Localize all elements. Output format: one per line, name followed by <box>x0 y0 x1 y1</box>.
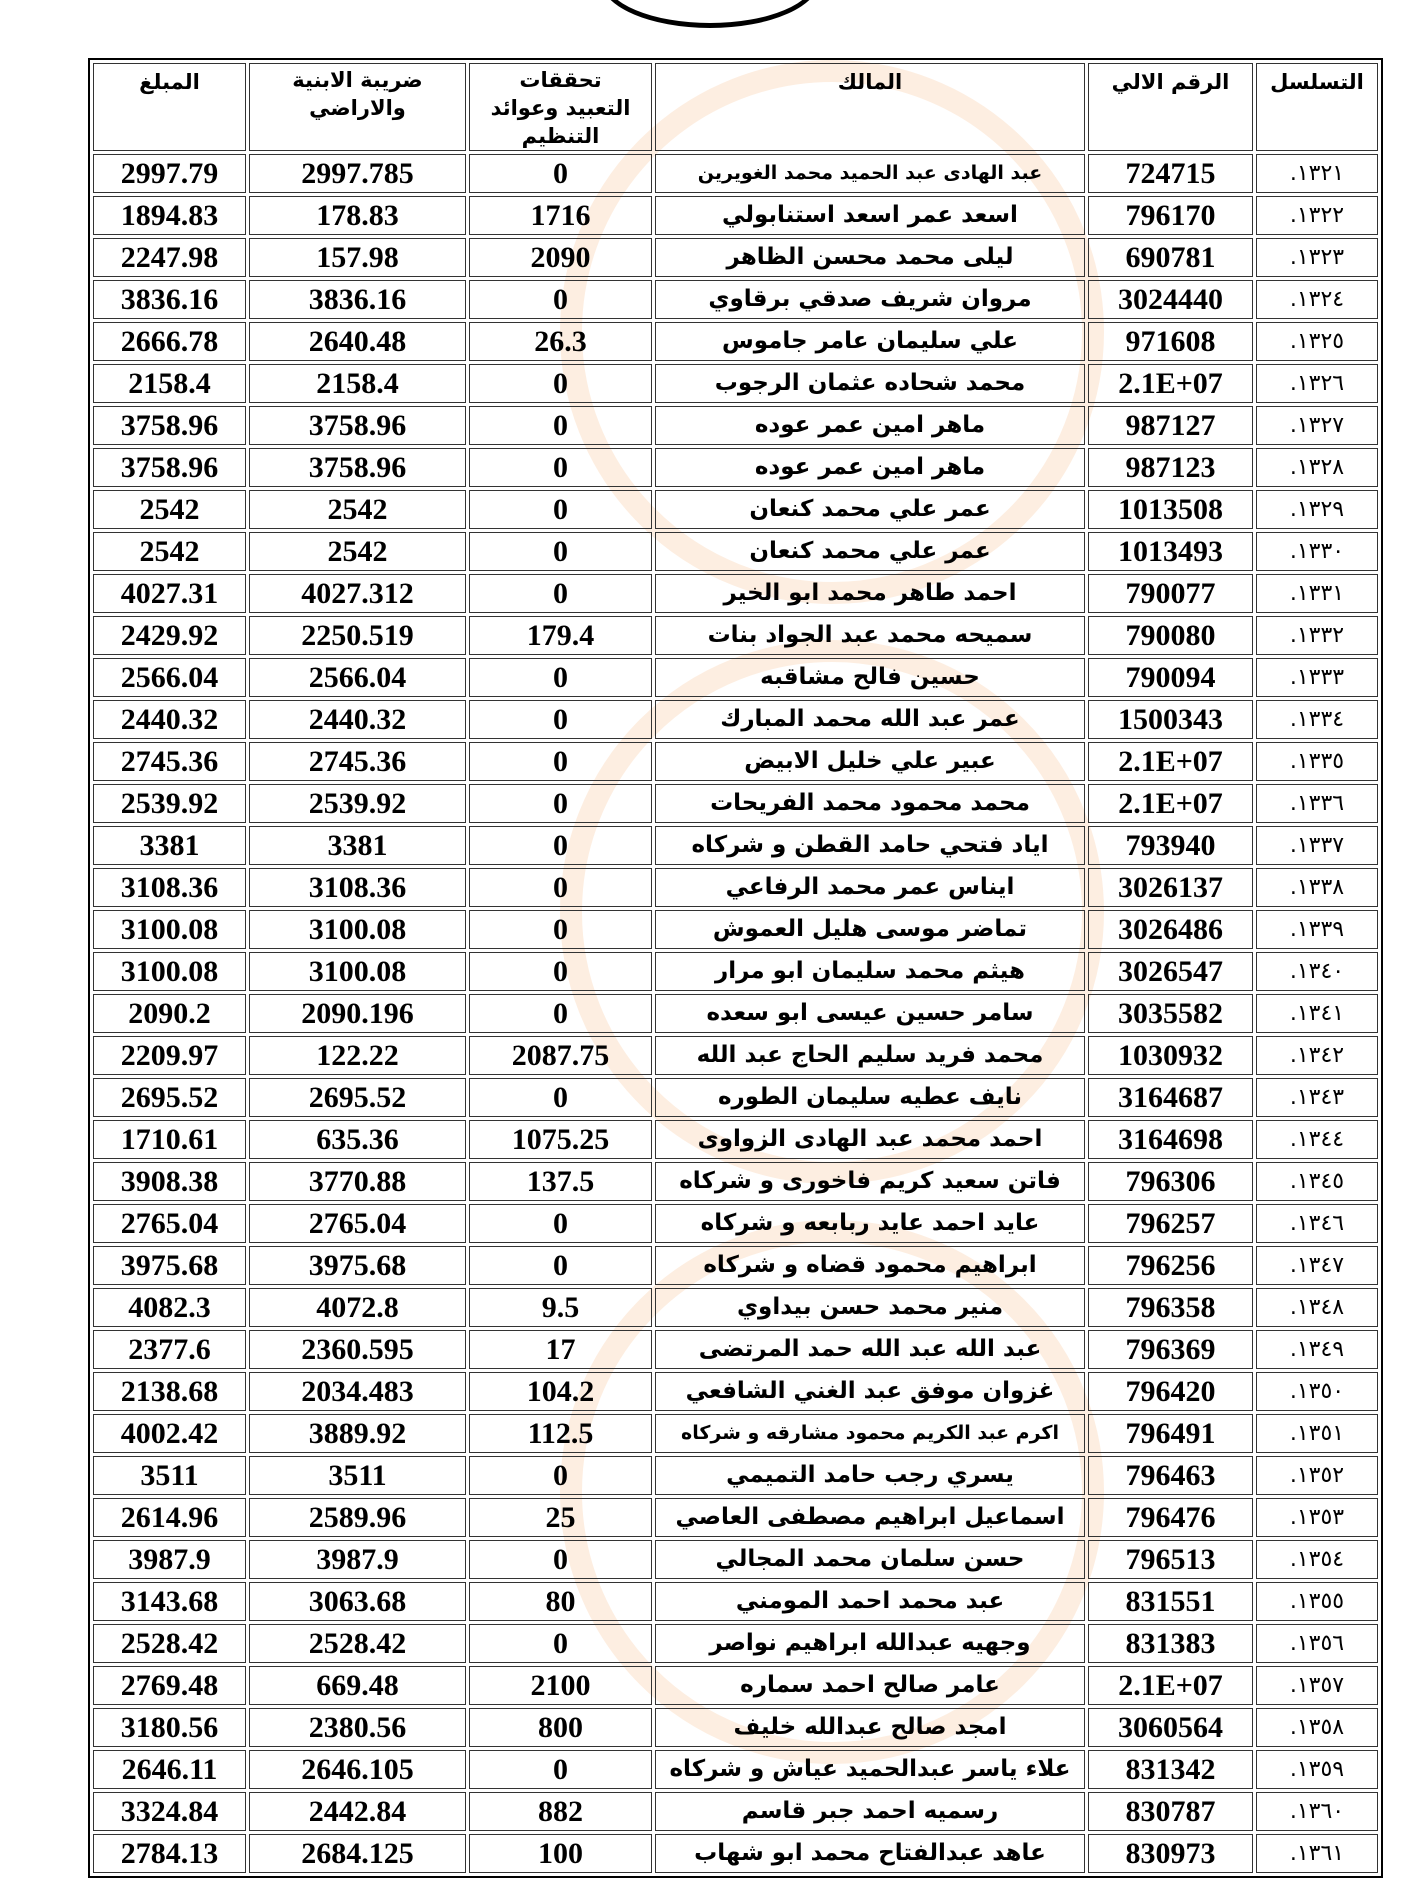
table-row <box>93 406 1378 445</box>
cell-number: 1500343 <box>1088 700 1253 739</box>
cell-number: 796257 <box>1088 1204 1253 1243</box>
cell-serial: .١٣٥٦ <box>1256 1624 1378 1663</box>
cell-serial: .١٣٣٢ <box>1256 616 1378 655</box>
cell-number: 971608 <box>1088 322 1253 361</box>
cell-number: 790094 <box>1088 658 1253 697</box>
cell-amount: 2542 <box>93 490 246 529</box>
cell-fees: 9.5 <box>469 1288 652 1327</box>
cell-fees: 1716 <box>469 196 652 235</box>
cell-fees: 26.3 <box>469 322 652 361</box>
cell-tax: 2442.84 <box>249 1792 466 1831</box>
cell-number: 3035582 <box>1088 994 1253 1033</box>
table-row <box>93 1666 1378 1705</box>
cell-number: 1013508 <box>1088 490 1253 529</box>
cell-fees: 0 <box>469 364 652 403</box>
cell-tax: 3511 <box>249 1456 466 1495</box>
cell-owner: عبير علي خليل الابيض <box>655 742 1085 781</box>
cell-fees: 0 <box>469 1540 652 1579</box>
table-row <box>93 742 1378 781</box>
cell-fees: 0 <box>469 1078 652 1117</box>
cell-owner: اياد فتحي حامد القطن و شركاه <box>655 826 1085 865</box>
cell-tax: 2640.48 <box>249 322 466 361</box>
cell-fees: 800 <box>469 1708 652 1747</box>
cell-serial: .١٣٦٠ <box>1256 1792 1378 1831</box>
cell-tax: 3758.96 <box>249 448 466 487</box>
cell-number: 796358 <box>1088 1288 1253 1327</box>
cell-serial: .١٣٤١ <box>1256 994 1378 1033</box>
cell-amount: 4002.42 <box>93 1414 246 1453</box>
cell-owner: اكرم عبد الكريم محمود مشارقه و شركاه <box>655 1414 1085 1453</box>
cell-tax: 2695.52 <box>249 1078 466 1117</box>
cell-owner: مروان شريف صدقي برقاوي <box>655 280 1085 319</box>
cell-serial: .١٣٥٠ <box>1256 1372 1378 1411</box>
table-row <box>93 154 1378 193</box>
cell-serial: .١٣٤٢ <box>1256 1036 1378 1075</box>
cell-amount: 2138.68 <box>93 1372 246 1411</box>
cell-fees: 179.4 <box>469 616 652 655</box>
cell-amount: 2695.52 <box>93 1078 246 1117</box>
table-row <box>93 826 1378 865</box>
table-row <box>93 1330 1378 1369</box>
table-row <box>93 1120 1378 1159</box>
cell-owner: ماهر امين عمر عوده <box>655 448 1085 487</box>
table-row <box>93 994 1378 1033</box>
cell-serial: .١٣٤٤ <box>1256 1120 1378 1159</box>
table-row <box>93 700 1378 739</box>
cell-amount: 3143.68 <box>93 1582 246 1621</box>
table-row <box>93 658 1378 697</box>
cell-number: 830973 <box>1088 1834 1253 1873</box>
table-row <box>93 1078 1378 1117</box>
cell-serial: .١٣٥٤ <box>1256 1540 1378 1579</box>
cell-amount: 2247.98 <box>93 238 246 277</box>
cell-fees: 0 <box>469 784 652 823</box>
cell-tax: 2997.785 <box>249 154 466 193</box>
cell-serial: .١٣٢١ <box>1256 154 1378 193</box>
cell-fees: 0 <box>469 910 652 949</box>
cell-tax: 2542 <box>249 532 466 571</box>
cell-amount: 3100.08 <box>93 910 246 949</box>
cell-fees: 0 <box>469 700 652 739</box>
cell-tax: 2158.4 <box>249 364 466 403</box>
cell-fees: 137.5 <box>469 1162 652 1201</box>
cell-amount: 2566.04 <box>93 658 246 697</box>
table-row <box>93 1204 1378 1243</box>
cell-number: 793940 <box>1088 826 1253 865</box>
cell-owner: غزوان موفق عبد الغني الشافعي <box>655 1372 1085 1411</box>
cell-tax: 2745.36 <box>249 742 466 781</box>
cell-number: 796170 <box>1088 196 1253 235</box>
cell-serial: .١٣٢٧ <box>1256 406 1378 445</box>
cell-fees: 0 <box>469 742 652 781</box>
cell-fees: 17 <box>469 1330 652 1369</box>
table-row <box>93 1036 1378 1075</box>
cell-amount: 2745.36 <box>93 742 246 781</box>
cell-owner: نايف عطيه سليمان الطوره <box>655 1078 1085 1117</box>
cell-serial: .١٣٣٣ <box>1256 658 1378 697</box>
cell-owner: علي سليمان عامر جاموس <box>655 322 1085 361</box>
cell-owner: محمد فريد سليم الحاج عبد الله <box>655 1036 1085 1075</box>
cell-serial: .١٣٢٥ <box>1256 322 1378 361</box>
cell-tax: 3100.08 <box>249 952 466 991</box>
cell-tax: 2646.105 <box>249 1750 466 1789</box>
cell-number: 3164698 <box>1088 1120 1253 1159</box>
cell-number: 831551 <box>1088 1582 1253 1621</box>
cell-tax: 3770.88 <box>249 1162 466 1201</box>
table-row <box>93 910 1378 949</box>
table-body <box>93 154 1378 1873</box>
cell-owner: سامر حسين عيسى ابو سعده <box>655 994 1085 1033</box>
header-tax: ضريبة الابنية والاراضي <box>249 63 466 151</box>
cell-fees: 0 <box>469 952 652 991</box>
header-number: الرقم الالي <box>1088 63 1253 151</box>
cell-amount: 2784.13 <box>93 1834 246 1873</box>
cell-fees: 0 <box>469 154 652 193</box>
cell-owner: عبد الهادى عبد الحميد محمد الغويرين <box>655 154 1085 193</box>
cell-serial: .١٣٢٩ <box>1256 490 1378 529</box>
cell-number: 3060564 <box>1088 1708 1253 1747</box>
cell-owner: ايناس عمر محمد الرفاعي <box>655 868 1085 907</box>
cell-owner: عاهد عبدالفتاح محمد ابو شهاب <box>655 1834 1085 1873</box>
cell-number: 796420 <box>1088 1372 1253 1411</box>
cell-tax: 2360.595 <box>249 1330 466 1369</box>
cell-serial: .١٣٥٩ <box>1256 1750 1378 1789</box>
table-row <box>93 1162 1378 1201</box>
cell-owner: احمد طاهر محمد ابو الخير <box>655 574 1085 613</box>
cell-serial: .١٣٤٠ <box>1256 952 1378 991</box>
cell-serial: .١٣٣٤ <box>1256 700 1378 739</box>
cell-serial: .١٣٣٧ <box>1256 826 1378 865</box>
cell-amount: 2158.4 <box>93 364 246 403</box>
cell-number: 796491 <box>1088 1414 1253 1453</box>
cell-owner: رسميه احمد جبر قاسم <box>655 1792 1085 1831</box>
cell-number: 790080 <box>1088 616 1253 655</box>
cell-number: 690781 <box>1088 238 1253 277</box>
cell-serial: .١٣٣٨ <box>1256 868 1378 907</box>
cell-tax: 2440.32 <box>249 700 466 739</box>
cell-tax: 3987.9 <box>249 1540 466 1579</box>
cell-owner: يسري رجب حامد التميمي <box>655 1456 1085 1495</box>
cell-fees: 2100 <box>469 1666 652 1705</box>
cell-amount: 3836.16 <box>93 280 246 319</box>
cell-serial: .١٣٤٩ <box>1256 1330 1378 1369</box>
cell-number: 1030932 <box>1088 1036 1253 1075</box>
cell-owner: محمد شحاده عثمان الرجوب <box>655 364 1085 403</box>
table-row <box>93 616 1378 655</box>
cell-fees: 882 <box>469 1792 652 1831</box>
cell-tax: 3381 <box>249 826 466 865</box>
cell-tax: 669.48 <box>249 1666 466 1705</box>
cell-number: 796369 <box>1088 1330 1253 1369</box>
table-row <box>93 868 1378 907</box>
cell-tax: 157.98 <box>249 238 466 277</box>
cell-number: 796476 <box>1088 1498 1253 1537</box>
cell-amount: 3511 <box>93 1456 246 1495</box>
cell-tax: 2542 <box>249 490 466 529</box>
cell-number: 3026547 <box>1088 952 1253 991</box>
cell-owner: ليلى محمد محسن الظاهر <box>655 238 1085 277</box>
table-row <box>93 280 1378 319</box>
cell-owner: ماهر امين عمر عوده <box>655 406 1085 445</box>
cell-amount: 2769.48 <box>93 1666 246 1705</box>
cell-amount: 3108.36 <box>93 868 246 907</box>
cell-fees: 0 <box>469 826 652 865</box>
cell-owner: عايد احمد عايد ربابعه و شركاه <box>655 1204 1085 1243</box>
cell-amount: 3975.68 <box>93 1246 246 1285</box>
cell-amount: 2539.92 <box>93 784 246 823</box>
cell-tax: 178.83 <box>249 196 466 235</box>
cell-tax: 3758.96 <box>249 406 466 445</box>
cell-serial: .١٣٤٧ <box>1256 1246 1378 1285</box>
cell-fees: 0 <box>469 1624 652 1663</box>
table-row <box>93 1414 1378 1453</box>
cell-serial: .١٣٥١ <box>1256 1414 1378 1453</box>
cell-number: 796463 <box>1088 1456 1253 1495</box>
cell-serial: .١٣٥٧ <box>1256 1666 1378 1705</box>
cell-number: 2.1E+07 <box>1088 1666 1253 1705</box>
cell-serial: .١٣٤٥ <box>1256 1162 1378 1201</box>
cell-owner: عامر صالح احمد سماره <box>655 1666 1085 1705</box>
cell-fees: 80 <box>469 1582 652 1621</box>
table-row <box>93 322 1378 361</box>
cell-number: 3164687 <box>1088 1078 1253 1117</box>
cell-fees: 2087.75 <box>469 1036 652 1075</box>
cell-tax: 3889.92 <box>249 1414 466 1453</box>
cell-tax: 3108.36 <box>249 868 466 907</box>
cell-serial: .١٣٤٦ <box>1256 1204 1378 1243</box>
cell-fees: 0 <box>469 1456 652 1495</box>
cell-amount: 3987.9 <box>93 1540 246 1579</box>
cell-number: 987123 <box>1088 448 1253 487</box>
cell-amount: 3180.56 <box>93 1708 246 1747</box>
cell-serial: .١٣٢٤ <box>1256 280 1378 319</box>
cell-amount: 2542 <box>93 532 246 571</box>
cell-number: 831342 <box>1088 1750 1253 1789</box>
cell-amount: 2440.32 <box>93 700 246 739</box>
cell-owner: احمد محمد عبد الهادى الزواوى <box>655 1120 1085 1159</box>
cell-amount: 4082.3 <box>93 1288 246 1327</box>
cell-tax: 122.22 <box>249 1036 466 1075</box>
cell-serial: .١٣٦١ <box>1256 1834 1378 1873</box>
cell-tax: 2090.196 <box>249 994 466 1033</box>
cell-amount: 3758.96 <box>93 406 246 445</box>
cell-serial: .١٣٣٥ <box>1256 742 1378 781</box>
table-row <box>93 196 1378 235</box>
cell-serial: .١٣٥٨ <box>1256 1708 1378 1747</box>
cell-owner: منير محمد حسن بيداوي <box>655 1288 1085 1327</box>
cell-tax: 3836.16 <box>249 280 466 319</box>
cell-number: 3024440 <box>1088 280 1253 319</box>
cell-fees: 0 <box>469 574 652 613</box>
cell-number: 830787 <box>1088 1792 1253 1831</box>
table-row <box>93 1246 1378 1285</box>
cell-amount: 2528.42 <box>93 1624 246 1663</box>
cell-tax: 635.36 <box>249 1120 466 1159</box>
cell-owner: عمر عبد الله محمد المبارك <box>655 700 1085 739</box>
cell-owner: حسن سلمان محمد المجالي <box>655 1540 1085 1579</box>
table-row <box>93 238 1378 277</box>
cell-number: 724715 <box>1088 154 1253 193</box>
cell-tax: 2589.96 <box>249 1498 466 1537</box>
tax-table <box>88 58 1383 1878</box>
table-row <box>93 1582 1378 1621</box>
table-row <box>93 1750 1378 1789</box>
cell-amount: 2765.04 <box>93 1204 246 1243</box>
cell-owner: هيثم محمد سليمان ابو مرار <box>655 952 1085 991</box>
cell-fees: 0 <box>469 1204 652 1243</box>
header-row <box>93 63 1378 151</box>
cell-number: 2.1E+07 <box>1088 784 1253 823</box>
cell-amount: 1710.61 <box>93 1120 246 1159</box>
cell-fees: 112.5 <box>469 1414 652 1453</box>
cell-amount: 2666.78 <box>93 322 246 361</box>
cell-owner: عبد محمد احمد المومني <box>655 1582 1085 1621</box>
cell-tax: 2528.42 <box>249 1624 466 1663</box>
cell-fees: 104.2 <box>469 1372 652 1411</box>
cell-serial: .١٣٤٣ <box>1256 1078 1378 1117</box>
cell-amount: 2429.92 <box>93 616 246 655</box>
cell-tax: 2566.04 <box>249 658 466 697</box>
cell-owner: علاء ياسر عبدالحميد عياش و شركاه <box>655 1750 1085 1789</box>
cell-owner: تماضر موسى هليل العموش <box>655 910 1085 949</box>
table-row <box>93 1792 1378 1831</box>
cell-number: 831383 <box>1088 1624 1253 1663</box>
header-amount: المبلغ <box>93 63 246 151</box>
header-serial: التسلسل <box>1256 63 1378 151</box>
cell-serial: .١٣٢٣ <box>1256 238 1378 277</box>
cell-owner: اسعد عمر اسعد استنابولي <box>655 196 1085 235</box>
cell-serial: .١٣٣٩ <box>1256 910 1378 949</box>
cell-amount: 2997.79 <box>93 154 246 193</box>
cell-tax: 2765.04 <box>249 1204 466 1243</box>
cell-tax: 3100.08 <box>249 910 466 949</box>
table-row <box>93 1498 1378 1537</box>
cell-amount: 2377.6 <box>93 1330 246 1369</box>
cell-tax: 2684.125 <box>249 1834 466 1873</box>
cell-fees: 0 <box>469 1246 652 1285</box>
cell-tax: 4027.312 <box>249 574 466 613</box>
cell-fees: 0 <box>469 868 652 907</box>
cell-serial: .١٣٣٠ <box>1256 532 1378 571</box>
cell-fees: 1075.25 <box>469 1120 652 1159</box>
cell-amount: 3758.96 <box>93 448 246 487</box>
cell-number: 2.1E+07 <box>1088 742 1253 781</box>
cell-serial: .١٣٢٢ <box>1256 196 1378 235</box>
cell-tax: 2539.92 <box>249 784 466 823</box>
cell-fees: 0 <box>469 658 652 697</box>
cell-owner: امجد صالح عبدالله خليف <box>655 1708 1085 1747</box>
table-row <box>93 1456 1378 1495</box>
cell-number: 796256 <box>1088 1246 1253 1285</box>
cell-number: 2.1E+07 <box>1088 364 1253 403</box>
cell-fees: 0 <box>469 406 652 445</box>
cell-owner: وجهيه عبدالله ابراهيم نواصر <box>655 1624 1085 1663</box>
cell-amount: 2646.11 <box>93 1750 246 1789</box>
cell-tax: 2380.56 <box>249 1708 466 1747</box>
cell-tax: 3063.68 <box>249 1582 466 1621</box>
cell-serial: .١٣٣١ <box>1256 574 1378 613</box>
table-row <box>93 1708 1378 1747</box>
cell-serial: .١٣٣٦ <box>1256 784 1378 823</box>
cell-fees: 25 <box>469 1498 652 1537</box>
cell-owner: اسماعيل ابراهيم مصطفى العاصي <box>655 1498 1085 1537</box>
cell-fees: 100 <box>469 1834 652 1873</box>
cell-owner: عمر علي محمد كنعان <box>655 532 1085 571</box>
cell-tax: 2250.519 <box>249 616 466 655</box>
cell-owner: ابراهيم محمود قضاه و شركاه <box>655 1246 1085 1285</box>
cell-fees: 0 <box>469 532 652 571</box>
cell-fees: 0 <box>469 490 652 529</box>
cell-number: 987127 <box>1088 406 1253 445</box>
cell-owner: فاتن سعيد كريم فاخورى و شركاه <box>655 1162 1085 1201</box>
cell-fees: 0 <box>469 280 652 319</box>
cell-serial: .١٣٢٦ <box>1256 364 1378 403</box>
stamp-oval <box>600 0 820 28</box>
table-row <box>93 784 1378 823</box>
table-row <box>93 1624 1378 1663</box>
cell-number: 796306 <box>1088 1162 1253 1201</box>
cell-number: 1013493 <box>1088 532 1253 571</box>
table-row <box>93 574 1378 613</box>
cell-amount: 4027.31 <box>93 574 246 613</box>
cell-serial: .١٣٥٥ <box>1256 1582 1378 1621</box>
cell-number: 3026137 <box>1088 868 1253 907</box>
cell-tax: 2034.483 <box>249 1372 466 1411</box>
cell-amount: 1894.83 <box>93 196 246 235</box>
cell-fees: 0 <box>469 1750 652 1789</box>
cell-amount: 2090.2 <box>93 994 246 1033</box>
cell-owner: عمر علي محمد كنعان <box>655 490 1085 529</box>
cell-amount: 2614.96 <box>93 1498 246 1537</box>
table-row <box>93 1288 1378 1327</box>
cell-fees: 2090 <box>469 238 652 277</box>
header-fees: تحققات التعبيد وعوائد التنظيم <box>469 63 652 151</box>
cell-serial: .١٣٢٨ <box>1256 448 1378 487</box>
table-row <box>93 364 1378 403</box>
cell-serial: .١٣٤٨ <box>1256 1288 1378 1327</box>
table-row <box>93 532 1378 571</box>
cell-owner: حسين فالح مشاقبه <box>655 658 1085 697</box>
table-row <box>93 1540 1378 1579</box>
cell-number: 796513 <box>1088 1540 1253 1579</box>
table-row <box>93 1834 1378 1873</box>
table-row <box>93 952 1378 991</box>
cell-number: 3026486 <box>1088 910 1253 949</box>
cell-owner: محمد محمود محمد الفريحات <box>655 784 1085 823</box>
cell-owner: سميحه محمد عبد الجواد بنات <box>655 616 1085 655</box>
cell-amount: 2209.97 <box>93 1036 246 1075</box>
cell-fees: 0 <box>469 448 652 487</box>
table-row <box>93 448 1378 487</box>
table-row <box>93 490 1378 529</box>
cell-serial: .١٣٥٣ <box>1256 1498 1378 1537</box>
cell-amount: 3381 <box>93 826 246 865</box>
table-row <box>93 1372 1378 1411</box>
cell-serial: .١٣٥٢ <box>1256 1456 1378 1495</box>
header-owner: المالك <box>655 63 1085 151</box>
cell-amount: 3324.84 <box>93 1792 246 1831</box>
cell-number: 790077 <box>1088 574 1253 613</box>
cell-amount: 3100.08 <box>93 952 246 991</box>
cell-tax: 4072.8 <box>249 1288 466 1327</box>
cell-owner: عبد الله عبد الله حمد المرتضى <box>655 1330 1085 1369</box>
cell-fees: 0 <box>469 994 652 1033</box>
cell-amount: 3908.38 <box>93 1162 246 1201</box>
cell-tax: 3975.68 <box>249 1246 466 1285</box>
